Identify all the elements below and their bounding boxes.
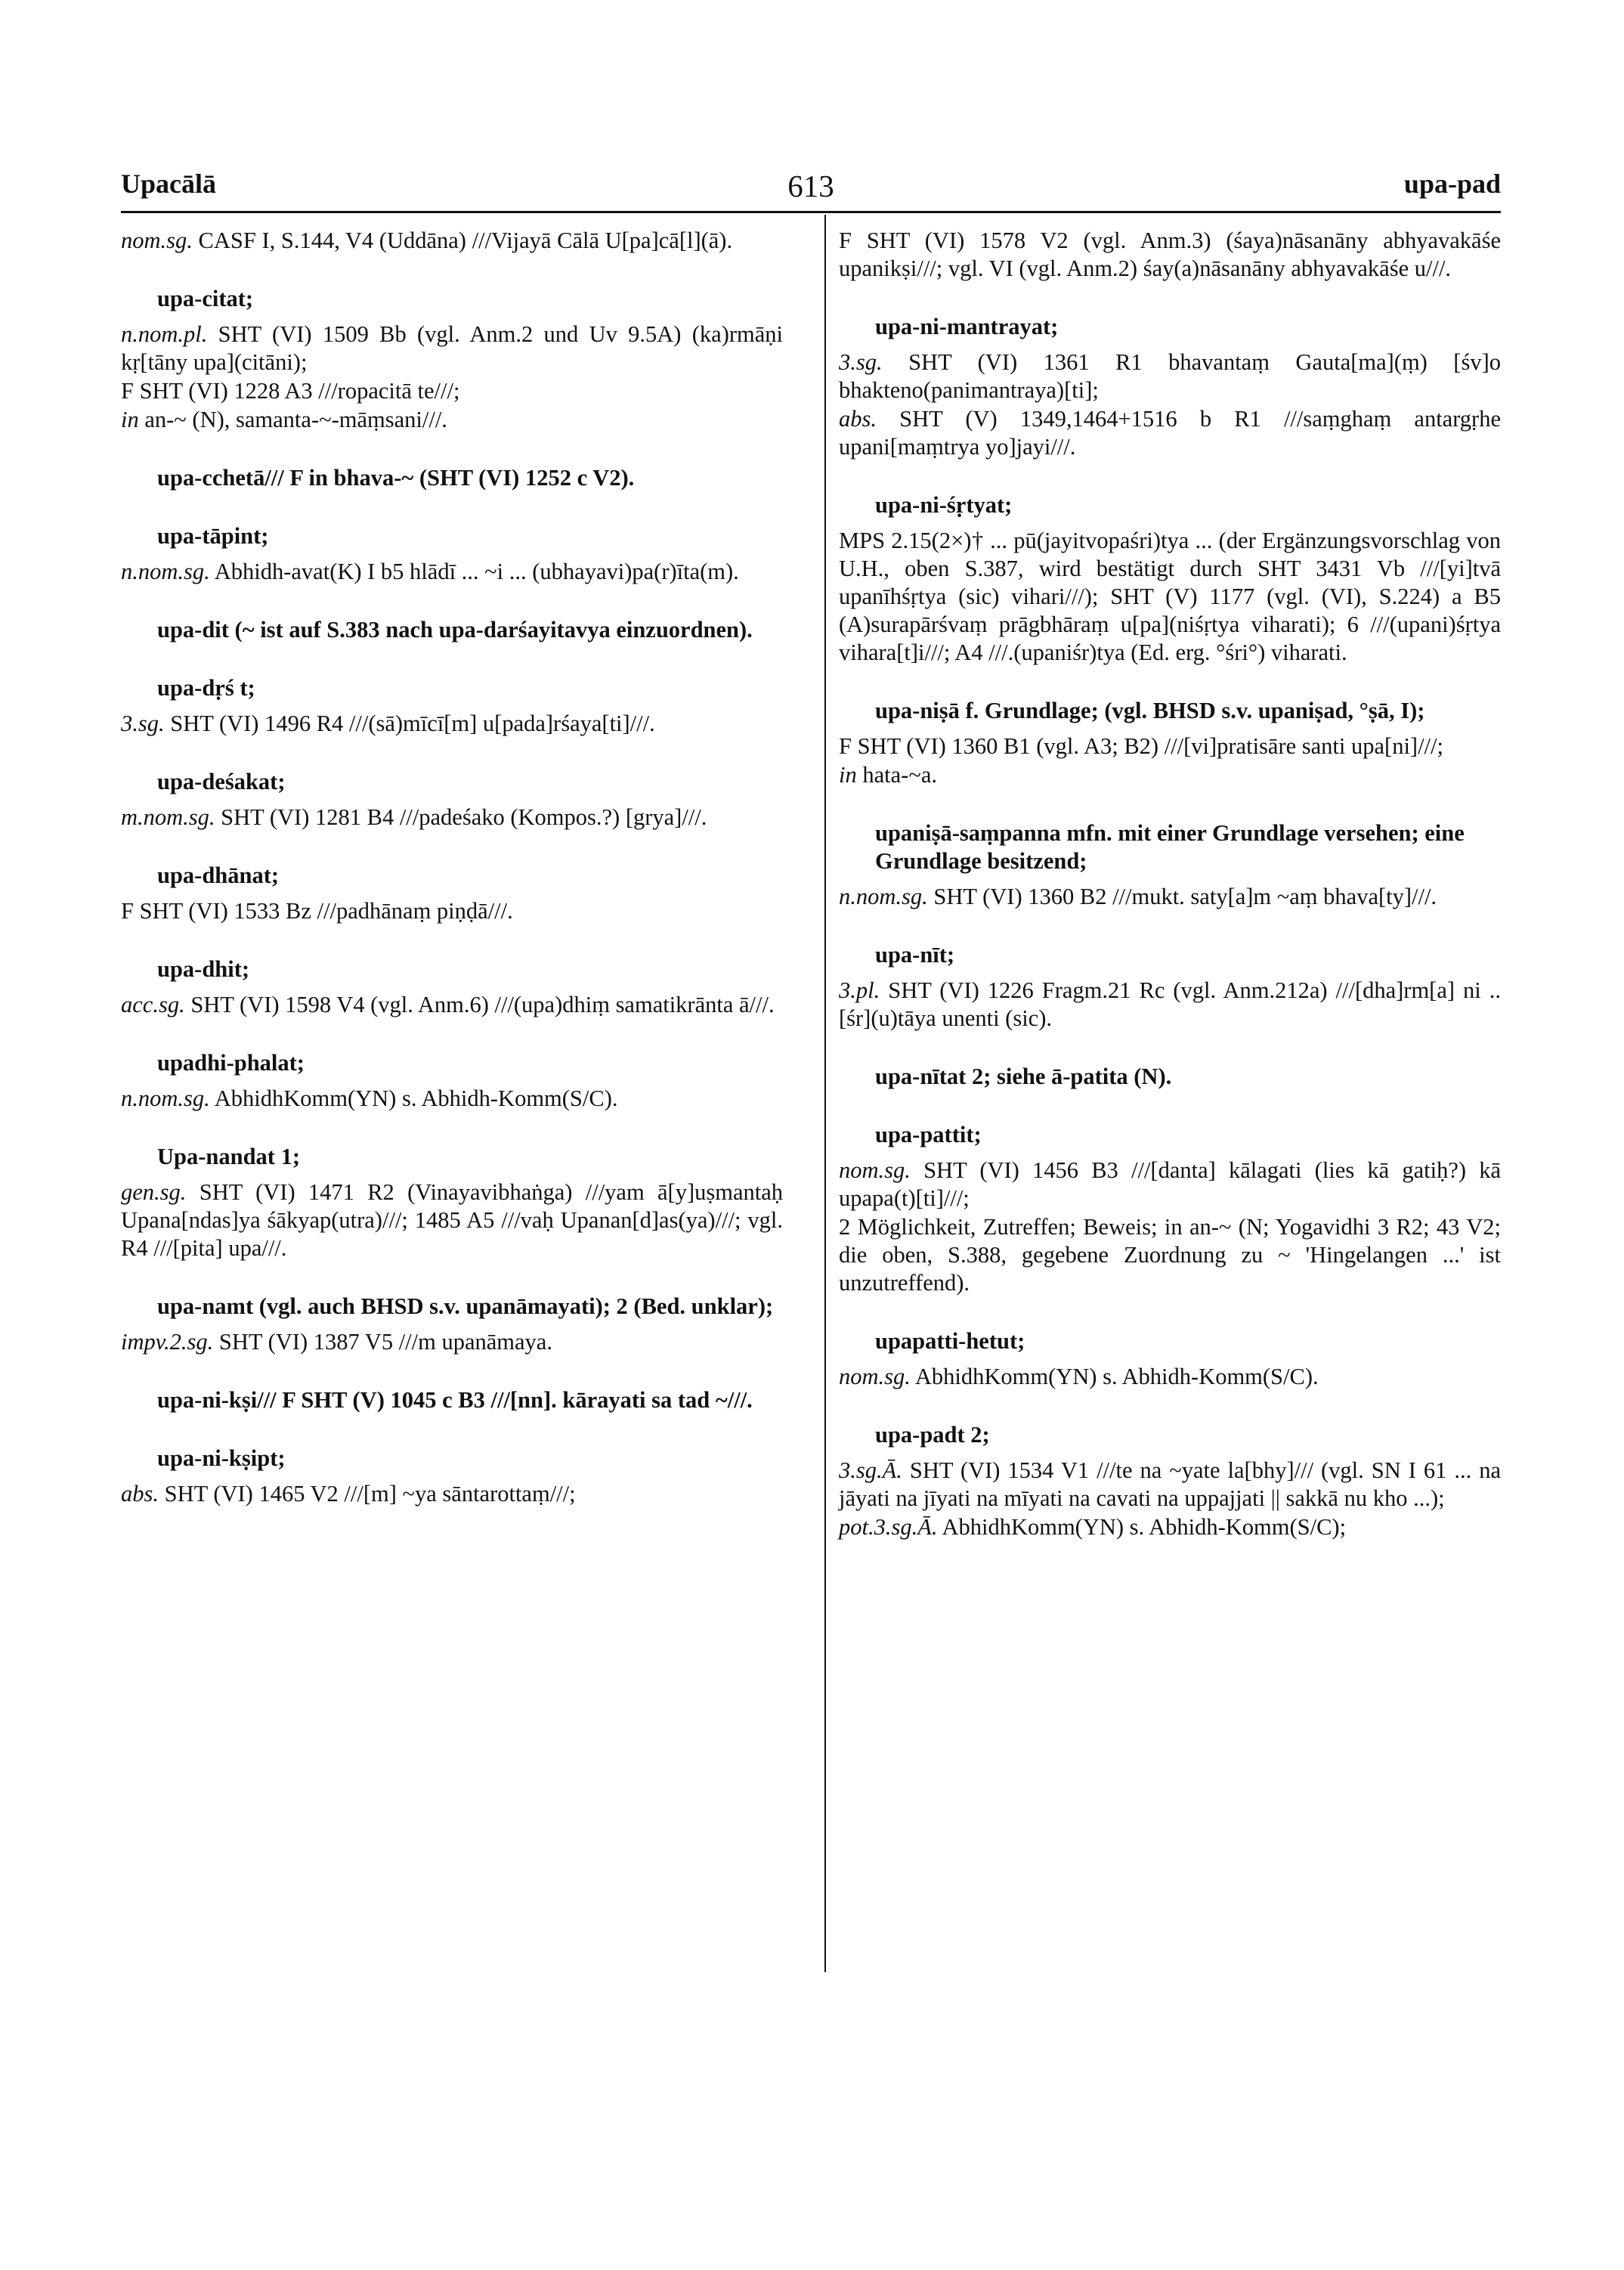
headword: upa-ni-kṣi/// F SHT (V) 1045 c B3 ///[nn]. kārayati sa tad ~///. — [157, 1387, 753, 1413]
citation-text: SHT (VI) 1226 Fragm.21 Rc (vgl. Anm.212a) ///[dha]rm[a] ni .. [śr](u)tāya unenti (sic). — [839, 977, 1501, 1031]
entry-citation — [839, 1363, 1501, 1391]
citation-text: SHT (VI) 1598 V4 (vgl. Anm.6) ///(upa)dhiṃ samatikrānta ā///. — [190, 992, 775, 1017]
running-head-right: upa-pad — [1403, 169, 1501, 199]
citation-text: Abhidh-avat(K) I b5 hlādī ... ~i ... (ubhayavi)pa(r)īta(m). — [214, 559, 739, 584]
headword: upa-nītat 2; siehe ā-patita (N). — [875, 1064, 1172, 1089]
headword: upapatti-hetut; — [875, 1328, 1025, 1354]
grammatical-form: nom.sg. — [121, 228, 193, 253]
grammatical-form: 3.sg. — [121, 711, 165, 736]
entry-citation — [121, 991, 783, 1019]
citation-text: AbhidhKomm(YN) s. Abhidh-Komm(S/C). — [914, 1364, 1319, 1389]
grammatical-form: n.nom.sg. — [839, 884, 928, 909]
entry-citation — [121, 1085, 783, 1113]
entry-citation — [121, 1328, 783, 1356]
entry-citation — [121, 406, 783, 434]
right-column — [839, 227, 1501, 1542]
citation-text: MPS 2.15(2×)† ... pū(jayitvopaśri)tya ... (der Ergänzungsvorschlag von U.H., oben S.387, wird bestätigt durch SHT 3431 Vb ///[yi]tvā upanīhśṛtya (sic) vihari///); SHT (V) 1177 (vgl. (VI), S.224) a B5 (A)surapārśvaṃ prāgbhāraṃ u[pa](niśṛtya viharati); 6 ///(upani)śṛtya vihara[t]i///; A4 ///.(upaniśr)tya (Ed. erg. °śri°) viharati. — [839, 528, 1501, 665]
header-rule — [121, 211, 1501, 213]
dictionary-entry — [839, 491, 1501, 667]
entry-citation — [839, 1457, 1501, 1513]
dictionary-entry — [121, 1049, 783, 1113]
entry-citation — [121, 1178, 783, 1262]
grammatical-form: nom.sg. — [839, 1157, 911, 1183]
dictionary-entry — [121, 227, 783, 255]
citation-text: CASF I, S.144, V4 (Uddāna) ///Vijayā Cālā U[pa]cā[l](ā). — [198, 228, 733, 253]
citation-text: SHT (VI) 1360 B2 ///mukt. saty[a]m ~aṃ bhava[ty]///. — [933, 884, 1437, 909]
entry-citation — [839, 348, 1501, 404]
entry-citation — [121, 897, 783, 925]
dictionary-entry — [121, 1386, 783, 1414]
dictionary-entry — [839, 1421, 1501, 1541]
dictionary-entry — [839, 941, 1501, 1033]
headword: upa-namt (vgl. auch BHSD s.v. upanāmayati); 2 (Bed. unklar); — [157, 1293, 774, 1319]
headword: upa-tāpint; — [157, 523, 269, 549]
citation-text: SHT (VI) 1387 V5 ///m upanāmaya. — [218, 1329, 552, 1355]
dictionary-entry — [121, 464, 783, 492]
grammatical-form: gen.sg. — [121, 1179, 187, 1205]
entry-citation — [121, 377, 783, 405]
citation-text: SHT (VI) 1456 B3 ///[danta] kālagati (lies kā gatiḥ?) kā upapa(t)[ti]///; — [839, 1157, 1501, 1211]
citation-text: AbhidhKomm(YN) s. Abhidh-Komm(S/C). — [214, 1085, 618, 1111]
headword: upa-padt 2; — [875, 1422, 990, 1448]
headword: upa-dṛś t; — [157, 675, 255, 701]
dictionary-entry — [121, 1293, 783, 1356]
entry-citation — [839, 732, 1501, 760]
headword: upa-dit (~ ist auf S.383 nach upa-darśayitavya einzuordnen). — [157, 617, 753, 643]
headword: upaniṣā-saṃpanna mfn. mit einer Grundlage versehen; eine Grundlage besitzend; — [875, 820, 1465, 874]
citation-text: an-~ (N), samanta-~-māṃsani///. — [144, 407, 447, 432]
grammatical-form: acc.sg. — [121, 992, 185, 1017]
citation-text: AbhidhKomm(YN) s. Abhidh-Komm(S/C); — [942, 1514, 1347, 1540]
grammatical-form: n.nom.sg. — [121, 559, 210, 584]
dictionary-entry — [839, 227, 1501, 283]
grammatical-form: abs. — [839, 406, 877, 432]
entry-citation — [121, 558, 783, 586]
headword: upadhi-phalat; — [157, 1050, 305, 1076]
dictionary-entry — [839, 1063, 1501, 1091]
dictionary-entry — [839, 819, 1501, 911]
grammatical-form: pot.3.sg.Ā. — [839, 1514, 938, 1540]
grammatical-form: 3.pl. — [839, 977, 880, 1003]
entry-citation — [839, 405, 1501, 461]
entry-citation — [839, 1213, 1501, 1297]
headword: upa-deśakat; — [157, 769, 286, 794]
grammatical-form: 3.sg. — [839, 349, 883, 375]
dictionary-entry — [839, 1121, 1501, 1297]
grammatical-form: nom.sg. — [839, 1364, 911, 1389]
column-divider — [824, 215, 826, 1972]
grammatical-form: impv.2.sg. — [121, 1329, 214, 1355]
grammatical-form: n.nom.sg. — [121, 1085, 210, 1111]
citation-text: SHT (VI) 1496 R4 ///(sā)mīcī[m] u[pada]rśaya[ti]///. — [170, 711, 655, 736]
dictionary-entry — [839, 697, 1501, 789]
citation-text: SHT (VI) 1534 V1 ///te na ~yate la[bhy]/// (vgl. SN I 61 ... na jāyati na jīyati na mīyati na cavati na uppajjati || sakkā nu kho ...); — [839, 1457, 1501, 1511]
headword: upa-pattit; — [875, 1122, 982, 1147]
dictionary-entry — [121, 955, 783, 1019]
citation-text: hata-~a. — [862, 762, 937, 788]
headword: upa-dhānat; — [157, 862, 280, 888]
entry-citation — [839, 883, 1501, 911]
entry-citation — [839, 527, 1501, 667]
grammatical-form: 3.sg.Ā. — [839, 1457, 902, 1483]
page-number: 613 — [787, 169, 834, 203]
citation-text: F SHT (VI) 1533 Bz ///padhānaṃ piṇḍā///. — [121, 898, 513, 924]
dictionary-entry — [121, 1143, 783, 1262]
citation-text: SHT (VI) 1471 R2 (Vinayavibhaṅga) ///yam ā[y]uṣmantaḥ Upana[ndas]ya śākyap(utra)///; 1485 A5 ///vaḥ Upanan[d]as(ya)///; vgl. R4 ///[pita] upa///. — [121, 1179, 783, 1261]
citation-text: SHT (VI) 1281 B4 ///padeśako (Kompos.?) [grya]///. — [221, 804, 707, 830]
dictionary-entry — [121, 522, 783, 586]
headword: upa-ni-mantrayat; — [875, 314, 1059, 339]
entry-citation — [839, 977, 1501, 1033]
entry-citation — [839, 1157, 1501, 1212]
entry-citation — [121, 1480, 783, 1508]
dictionary-entry — [121, 862, 783, 925]
dictionary-entry — [121, 616, 783, 644]
citation-text: F SHT (VI) 1578 V2 (vgl. Anm.3) (śaya)nāsanāny abhyavakāśe upanikṣi///; vgl. VI (vgl. Anm.2) śay(a)nāsanāny abhyavakāśe u///. — [839, 228, 1501, 281]
grammatical-form: m.nom.sg. — [121, 804, 215, 830]
dictionary-entry — [121, 1445, 783, 1508]
headword: upa-dhit; — [157, 956, 250, 982]
entry-citation — [121, 804, 783, 832]
citation-text: 2 Möglichkeit, Zutreffen; Beweis; in an-~ (N; Yogavidhi 3 R2; 43 V2; die oben, S.388, gegebene Zuordnung zu ~ 'Hingelangen ...' ist unzutreffend). — [839, 1214, 1501, 1296]
headword: upa-ni-kṣipt; — [157, 1445, 286, 1471]
citation-text: SHT (VI) 1361 R1 bhavantaṃ Gauta[ma](ṃ) [śv]o bhakteno(panimantraya)[ti]; — [839, 349, 1501, 403]
entry-citation — [121, 321, 783, 376]
dictionary-entry — [839, 313, 1501, 461]
headword: upa-nīt; — [875, 942, 955, 968]
entry-citation — [839, 1513, 1501, 1541]
citation-text: SHT (VI) 1509 Bb (vgl. Anm.2 und Uv 9.5A) (ka)rmāṇi kṛ[tāny upa](citāni); — [121, 321, 783, 375]
left-column — [121, 227, 783, 1509]
page-header — [121, 168, 1501, 206]
citation-text: SHT (V) 1349,1464+1516 b R1 ///saṃghaṃ antargṛhe upani[maṃtrya yo]jayi///. — [839, 406, 1502, 460]
entry-citation — [121, 227, 783, 255]
grammatical-form: abs. — [121, 1481, 159, 1507]
running-head-left: Upacālā — [121, 169, 216, 199]
headword: Upa-nandat 1; — [157, 1144, 300, 1169]
headword: upa-ni-śṛtyat; — [875, 492, 1013, 518]
citation-text: F SHT (VI) 1360 B1 (vgl. A3; B2) ///[vi]pratisāre santi upa[ni]///; — [839, 733, 1443, 759]
headword: upa-niṣā f. Grundlage; (vgl. BHSD s.v. upaniṣad, °ṣā, I); — [875, 698, 1425, 723]
dictionary-entry — [121, 768, 783, 832]
citation-text: SHT (VI) 1465 V2 ///[m] ~ya sāntarottaṃ///; — [164, 1481, 576, 1507]
entry-citation — [121, 710, 783, 738]
citation-text: F SHT (VI) 1228 A3 ///ropacitā te///; — [121, 378, 460, 404]
entry-citation — [839, 761, 1501, 789]
headword: upa-citat; — [157, 286, 254, 311]
dictionary-entry — [121, 674, 783, 738]
grammatical-form: in — [121, 407, 139, 432]
dictionary-entry — [121, 285, 783, 434]
grammatical-form: n.nom.pl. — [121, 321, 208, 347]
grammatical-form: in — [839, 762, 857, 788]
entry-citation — [839, 227, 1501, 283]
headword: upa-cchetā/// F in bhava-~ (SHT (VI) 1252 c V2). — [157, 465, 635, 491]
dictionary-entry — [839, 1327, 1501, 1391]
